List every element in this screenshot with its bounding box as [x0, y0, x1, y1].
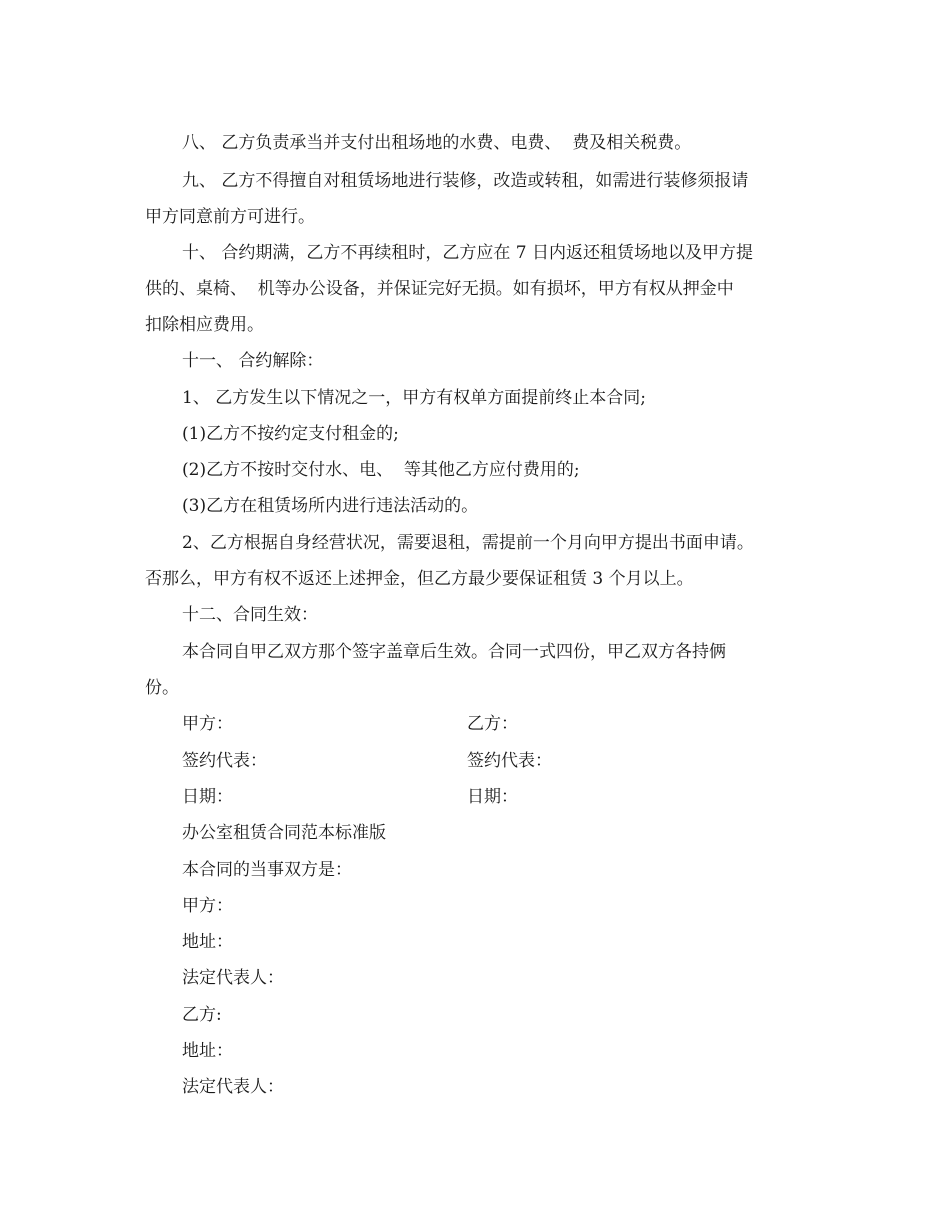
clause-11-item-2-line-1: 2、乙方根据自身经营状况，需要退租，需提前一个月向甲方提出书面申请。 — [182, 533, 754, 553]
clause-9-line-2: 甲方同意前方可进行。 — [145, 207, 315, 227]
next-contract-address-a: 地址： — [182, 932, 233, 952]
next-contract-party-a: 甲方： — [182, 896, 233, 916]
signature-party-a: 甲方： — [182, 714, 233, 734]
clause-12-line-1: 本合同自甲乙双方那个签字盖章后生效。合同一式四份，甲乙双方各持俩 — [182, 642, 726, 662]
clause-11-heading: 十一、 合约解除： — [182, 351, 324, 371]
signature-date-a: 日期： — [182, 787, 233, 807]
signature-rep-a: 签约代表： — [182, 751, 267, 771]
clause-12-heading: 十二、合同生效： — [182, 605, 318, 625]
clause-8: 八、 乙方负责承当并支付出租场地的水费、电费、 费及相关税费。 — [182, 133, 692, 153]
next-contract-address-b: 地址： — [182, 1041, 233, 1061]
clause-12-line-2: 份。 — [145, 678, 179, 698]
clause-11-item-1b: (2)乙方不按时交付水、电、 等其他乙方应付费用的; — [182, 460, 580, 480]
next-contract-parties-intro: 本合同的当事双方是： — [182, 860, 352, 880]
signature-rep-b: 签约代表： — [467, 751, 552, 771]
next-contract-legal-rep-a: 法定代表人： — [182, 968, 284, 988]
clause-11-item-2-line-2: 否那么，甲方有权不返还上述押金，但乙方最少要保证租赁 3 个月以上。 — [145, 569, 694, 589]
clause-10-line-3: 扣除相应费用。 — [145, 315, 264, 335]
signature-date-b: 日期： — [467, 787, 518, 807]
signature-party-b: 乙方： — [467, 714, 518, 734]
clause-9-line-1: 九、 乙方不得擅自对租赁场地进行装修，改造或转租，如需进行装修须报请 — [182, 171, 749, 191]
next-contract-legal-rep-b: 法定代表人： — [182, 1077, 284, 1097]
clause-11-item-1c: (3)乙方在租赁场所内进行违法活动的。 — [182, 496, 479, 516]
next-contract-title: 办公室租赁合同范本标准版 — [182, 823, 386, 843]
next-contract-party-b: 乙方: — [182, 1005, 222, 1025]
clause-10-line-1: 十、 合约期满，乙方不再续租时，乙方应在 7 日内返还租赁场地以及甲方提 — [182, 243, 754, 263]
clause-10-line-2: 供的、桌椅、 机等办公设备，并保证完好无损。如有损坏，甲方有权从押金中 — [145, 279, 734, 299]
clause-11-item-1a: (1)乙方不按约定支付租金的; — [182, 424, 399, 444]
clause-11-item-1: 1、 乙方发生以下情况之一，甲方有权单方面提前终止本合同; — [182, 388, 646, 408]
